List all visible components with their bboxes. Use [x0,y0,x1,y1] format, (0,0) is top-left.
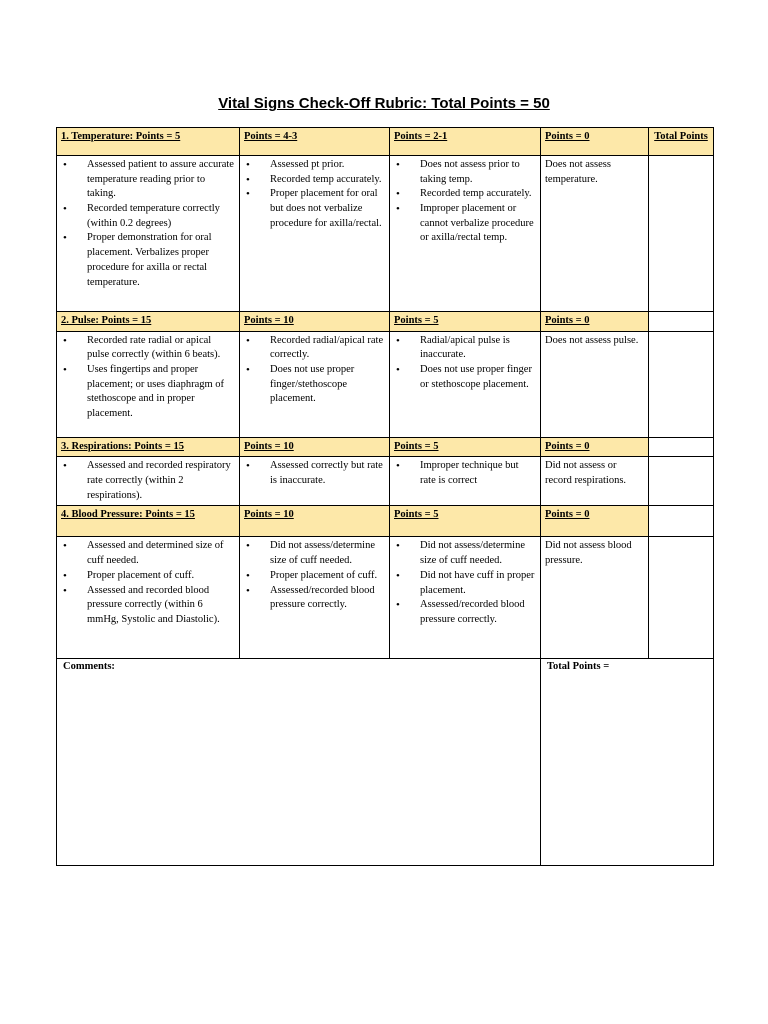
criteria-item: • Improper placement or cannot verbalize procedure or axilla/rectal temp. [420,202,536,246]
criteria-item: • Recorded temp accurately. [420,187,536,202]
criteria-item: • Recorded rate radial or apical pulse correctly (within 6 beats). [87,334,235,363]
criteria-item: • Assessed patient to assure accurate temperature reading prior to taking. [87,158,235,202]
total-points-label: Total Points = [547,661,610,673]
section-body-row [57,457,714,506]
criteria-list [61,158,235,290]
points-level-header: Points = 5 [390,437,541,457]
comments-cell[interactable] [57,659,541,866]
criteria-item: • Recorded temperature correctly (within 0.2 degrees) [87,202,235,231]
total-points-cell[interactable] [649,331,714,437]
criteria-cell [390,537,541,659]
section-body-row [57,537,714,659]
criteria-item: • Does not use proper finger/stethoscope placement. [270,363,385,407]
comments-label: Comments: [63,661,115,673]
points-level-header: Points = 0 [541,437,649,457]
criteria-list [244,334,385,407]
criteria-cell [240,156,390,312]
criteria-list [61,334,235,422]
section-header-row [57,312,714,332]
criteria-item: • Assessed pt prior. [270,158,385,173]
points-level-header: Points = 4-3 [240,128,390,156]
section-header-row [57,437,714,457]
points-level-header: Points = 2-1 [390,128,541,156]
criteria-cell [240,457,390,506]
points-level-header: Points = 5 [390,312,541,332]
criteria-item: • Proper placement of cuff. [270,569,385,584]
criteria-item: • Radial/apical pulse is inaccurate. [420,334,536,363]
criteria-list [244,158,385,231]
criteria-item: • Proper placement of cuff. [87,569,235,584]
zero-points-cell: Does not assess temperature. [541,156,649,312]
criteria-cell [240,537,390,659]
total-points-header [649,437,714,457]
total-points-summary-cell[interactable] [541,659,714,866]
criteria-cell [240,331,390,437]
criterion-header: 3. Respirations: Points = 15 [57,437,240,457]
section-body-row [57,156,714,312]
points-level-header: Points = 0 [541,312,649,332]
criteria-cell [57,156,240,312]
section-header-row [57,506,714,537]
points-level-header: Points = 10 [240,312,390,332]
criteria-item: • Recorded radial/apical rate correctly. [270,334,385,363]
criteria-item: • Does not assess prior to taking temp. [420,158,536,187]
criteria-cell [390,331,541,437]
points-level-header: Points = 0 [541,506,649,537]
total-points-cell[interactable] [649,457,714,506]
points-level-header: Points = 10 [240,506,390,537]
criteria-list [61,459,235,503]
criteria-list [244,459,385,488]
points-level-header: Points = 10 [240,437,390,457]
criteria-cell [57,537,240,659]
criteria-cell [390,457,541,506]
footer-row [57,659,714,866]
criteria-item: • Assessed and recorded blood pressure correctly (within 6 mmHg, Systolic and Diastolic). [87,584,235,628]
section-body-row [57,331,714,437]
total-points-cell[interactable] [649,156,714,312]
criteria-list [394,459,536,488]
criteria-item: • Assessed and determined size of cuff needed. [87,539,235,568]
criterion-header: 2. Pulse: Points = 15 [57,312,240,332]
total-points-header [649,506,714,537]
zero-points-cell: Did not assess blood pressure. [541,537,649,659]
zero-points-cell: Does not assess pulse. [541,331,649,437]
rubric-table [56,127,714,866]
points-level-header: Points = 5 [390,506,541,537]
criteria-list [244,539,385,612]
criteria-item: • Did not assess/determine size of cuff needed. [270,539,385,568]
criteria-list [394,334,536,393]
criteria-cell [390,156,541,312]
criteria-item: • Improper technique but rate is correct [420,459,536,488]
criteria-list [394,158,536,246]
criteria-item: • Recorded temp accurately. [270,173,385,188]
page-title: Vital Signs Check-Off Rubric: Total Points = 50 [218,95,550,112]
criteria-list [61,539,235,627]
criteria-item: • Assessed and recorded respiratory rate correctly (within 2 respirations). [87,459,235,503]
criteria-item: • Uses fingertips and proper placement; or uses diaphragm of stethoscope and in proper placement. [87,363,235,422]
total-points-header [649,312,714,332]
criteria-item: • Proper demonstration for oral placement. Verbalizes proper procedure for axilla or rectal temperature. [87,231,235,290]
criteria-item: • Proper placement for oral but does not verbalize procedure for axilla/rectal. [270,187,385,231]
criteria-item: • Assessed/recorded blood pressure correctly. [420,598,536,627]
criteria-cell [57,331,240,437]
criteria-item: • Did not have cuff in proper placement. [420,569,536,598]
section-header-row [57,128,714,156]
criteria-item: • Assessed correctly but rate is inaccurate. [270,459,385,488]
criteria-item: • Does not use proper finger or stethoscope placement. [420,363,536,392]
total-points-header: Total Points [649,128,714,156]
total-points-cell[interactable] [649,537,714,659]
criterion-header: 1. Temperature: Points = 5 [57,128,240,156]
criteria-item: • Did not assess/determine size of cuff needed. [420,539,536,568]
criteria-list [394,539,536,627]
zero-points-cell: Did not assess or record respirations. [541,457,649,506]
points-level-header: Points = 0 [541,128,649,156]
criteria-item: • Assessed/recorded blood pressure correctly. [270,584,385,613]
criteria-cell [57,457,240,506]
criterion-header: 4. Blood Pressure: Points = 15 [57,506,240,537]
